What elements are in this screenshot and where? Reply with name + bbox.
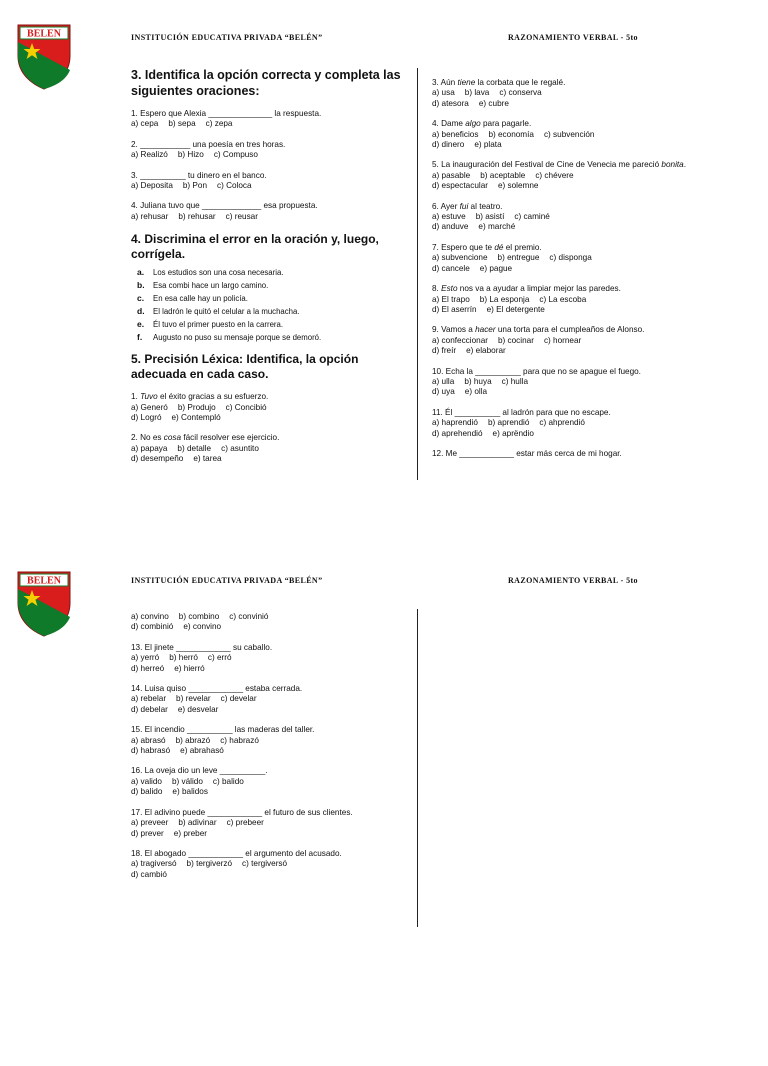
section-5-title: 5. Precisión Léxica: Identifica, la opción adecuada en cada caso. xyxy=(131,352,359,382)
answer-option: d) debelar xyxy=(131,704,168,714)
answer-option: b) aprendió xyxy=(487,418,530,428)
answer-option: d) uya xyxy=(432,387,455,397)
question-stem xyxy=(432,367,702,377)
question-item xyxy=(432,119,702,150)
answer-option: a) valido xyxy=(131,776,162,786)
question-item xyxy=(131,612,403,633)
answer-option: c) subvención xyxy=(543,129,595,139)
question-stem: 13. El jinete ____________ su caballo. xyxy=(131,642,273,652)
answer-option: e) pague xyxy=(479,263,513,273)
answer-option: c) zepa xyxy=(205,119,233,129)
answer-option: b) economía xyxy=(488,129,534,139)
question-stem xyxy=(432,160,702,170)
section-4-title: 4. Discrimina el error en la oración y, luego, corrígela. xyxy=(131,232,379,262)
error-sentence xyxy=(137,305,403,318)
question-text: 6. Ayer xyxy=(432,201,460,211)
answer-option: b) Pon xyxy=(182,181,207,191)
answer-option: d) desempeño xyxy=(131,454,184,464)
question-number: 2. No es xyxy=(131,433,164,443)
question-text: 10. Echa la __________ para que no se apague el fuego. xyxy=(432,366,641,376)
answer-option: b) asistí xyxy=(475,212,505,222)
answer-options xyxy=(131,870,403,880)
question-stem xyxy=(432,119,702,129)
section-3-title: 3. Identifica la opción correcta y completa las siguientes oraciones: xyxy=(131,68,401,98)
question-stem xyxy=(432,325,702,335)
answer-option: d) aprehendió xyxy=(432,428,483,438)
answer-options xyxy=(131,413,403,423)
answer-option: e) balidos xyxy=(172,787,208,797)
question-item xyxy=(432,284,702,315)
answer-option: c) tergiversó xyxy=(242,859,288,869)
answer-options xyxy=(131,746,403,756)
question-item xyxy=(432,202,702,233)
answer-options xyxy=(131,777,403,787)
answer-options xyxy=(131,736,403,746)
error-sentence xyxy=(137,318,403,331)
answer-options xyxy=(432,264,702,274)
column-divider xyxy=(417,68,418,480)
highlighted-word: algo xyxy=(465,119,481,129)
answer-option: c) Compuso xyxy=(213,150,258,160)
answer-option: c) hulla xyxy=(501,376,529,386)
error-sentence xyxy=(137,292,403,305)
question-stem: 17. El adivino puede ____________ el futuro de sus clientes. xyxy=(131,807,353,817)
answer-options xyxy=(432,181,702,191)
subject-label: RAZONAMIENTO VERBAL - 5to xyxy=(508,33,638,42)
logo-text: BELEN xyxy=(27,575,61,587)
answer-option: c) La escoba xyxy=(539,294,587,304)
answer-option: a) cepa xyxy=(131,119,159,129)
answer-options xyxy=(432,387,702,397)
sentence-text: En esa calle hay un policía. xyxy=(153,294,248,304)
question-text: una torta para el cumpleaños de Alonso. xyxy=(495,325,645,335)
question-item xyxy=(131,849,403,880)
answer-option: c) erró xyxy=(207,653,232,663)
answer-option: d) Logró xyxy=(131,413,162,423)
answer-options xyxy=(432,130,702,140)
answer-options xyxy=(131,150,403,160)
question-item xyxy=(131,109,403,130)
answer-option: b) tergiverzó xyxy=(186,859,233,869)
error-sentence xyxy=(137,266,403,279)
answer-option: c) convinió xyxy=(229,612,269,621)
question-text: 7. Espero que te xyxy=(432,242,495,252)
answer-option: b) entregue xyxy=(497,253,540,263)
question-stem xyxy=(432,202,702,212)
answer-option: e) solemne xyxy=(497,181,539,191)
answer-options xyxy=(131,403,403,413)
question-item xyxy=(131,684,403,715)
question-item xyxy=(131,433,403,464)
question-text: 3. Aún xyxy=(432,78,458,87)
column-divider xyxy=(417,609,418,927)
answer-options xyxy=(432,212,702,222)
question-item xyxy=(131,171,403,192)
answer-options xyxy=(131,622,403,632)
sentence-text: El ladrón le quitó el celular a la muchacha. xyxy=(153,307,300,317)
question-text: 11. Él __________ al ladrón para que no escape. xyxy=(432,407,611,417)
answer-option: d) combinió xyxy=(131,622,174,632)
answer-option: a) confeccionar xyxy=(432,335,488,345)
answer-options xyxy=(432,429,702,439)
answer-option: c) conserva xyxy=(499,88,542,98)
answer-option: a) Deposita xyxy=(131,181,173,191)
answer-option: b) revelar xyxy=(176,694,211,704)
worksheet-page-2 xyxy=(0,566,768,1066)
highlighted-word: bonita xyxy=(661,160,684,170)
answer-option: d) espectacular xyxy=(432,181,488,191)
answer-option: d) cambió xyxy=(131,869,167,879)
sentence-text: Augusto no puso su mensaje porque se demoró. xyxy=(153,333,322,343)
answer-option: c) Coloca xyxy=(217,181,252,191)
question-item xyxy=(432,325,702,356)
answer-option: a) subvencione xyxy=(432,253,488,263)
answer-options xyxy=(131,829,403,839)
question-text: 4. Dame xyxy=(432,119,466,129)
question-text: para pagarle. xyxy=(480,119,532,129)
answer-option: d) anduve xyxy=(432,222,469,232)
answer-option: d) freír xyxy=(432,346,457,356)
answer-options xyxy=(432,295,702,305)
answer-option: c) prebeer xyxy=(226,818,264,828)
question-stem xyxy=(432,408,702,418)
answer-option: b) aceptable xyxy=(480,170,526,180)
answer-options xyxy=(131,454,403,464)
answer-option: d) habrasó xyxy=(131,746,171,756)
answer-option: e) preber xyxy=(173,828,207,838)
question-item xyxy=(432,78,702,109)
answer-option: a) yerró xyxy=(131,653,160,663)
question-item xyxy=(432,367,702,398)
answer-option: c) disponga xyxy=(549,253,592,263)
answer-option: e) El detergente xyxy=(486,304,545,314)
answer-option: a) beneficios xyxy=(432,129,479,139)
answer-option: d) El aserrín xyxy=(432,304,477,314)
answer-options xyxy=(131,212,403,222)
question-stem: 4. Juliana tuvo que _____________ esa propuesta. xyxy=(131,201,318,211)
answer-options xyxy=(131,787,403,797)
answer-option: e) plata xyxy=(474,140,502,150)
sentence-letter: f. xyxy=(137,332,143,343)
answer-options xyxy=(131,818,403,828)
answer-option: b) abrazó xyxy=(175,735,211,745)
answer-option: e) olla xyxy=(464,387,488,397)
question-item xyxy=(131,766,403,797)
answer-option: c) reusar xyxy=(225,211,258,221)
answer-option: b) cocinar xyxy=(497,335,534,345)
school-name: INSTITUCIÓN EDUCATIVA PRIVADA “BELÉN” xyxy=(131,33,323,42)
answer-option: b) rehusar xyxy=(178,211,216,221)
question-item xyxy=(432,449,702,459)
sentence-text: Esa combi hace un largo camino. xyxy=(153,281,269,291)
answer-option: d) herreó xyxy=(131,663,165,673)
answer-option: a) papaya xyxy=(131,443,168,453)
question-item xyxy=(131,808,403,839)
answer-option: d) prever xyxy=(131,828,164,838)
answer-option: d) dinero xyxy=(432,140,465,150)
highlighted-word: dé xyxy=(494,242,504,252)
highlighted-word: tiene xyxy=(457,78,476,87)
highlighted-word: cosa xyxy=(163,433,182,443)
answer-options xyxy=(432,140,702,150)
question-item xyxy=(131,140,403,161)
answer-option: e) tarea xyxy=(193,454,222,464)
answer-option: c) asuntito xyxy=(221,443,259,453)
sentence-text: Los estudios son una cosa necesaria. xyxy=(153,268,284,278)
answer-option: a) tragiversó xyxy=(131,859,177,869)
belen-shield-logo xyxy=(16,22,72,90)
answer-option: a) rehusar xyxy=(131,211,169,221)
answer-options xyxy=(432,222,702,232)
right-column xyxy=(432,78,702,469)
question-text: el premio. xyxy=(503,242,542,252)
question-stem xyxy=(432,78,702,88)
question-text: 9. Vamos a xyxy=(432,325,476,335)
error-sentence xyxy=(137,279,403,292)
question-item xyxy=(432,243,702,274)
sentence-letter: b. xyxy=(137,280,145,291)
answer-option: d) cancele xyxy=(432,263,470,273)
answer-options xyxy=(432,336,702,346)
answer-option: a) Realizó xyxy=(131,150,168,160)
question-stem xyxy=(131,392,403,402)
question-stem: 1. Espero que Alexia ______________ la respuesta. xyxy=(131,109,322,118)
sentence-letter: c. xyxy=(137,293,145,304)
answer-option: c) chévere xyxy=(535,170,574,180)
answer-option: a) haprendió xyxy=(432,418,478,428)
question-item xyxy=(432,408,702,439)
answer-option: c) develar xyxy=(220,694,257,704)
answer-option: b) válido xyxy=(171,776,203,786)
question-item xyxy=(131,201,403,222)
question-stem: 16. La oveja dio un leve __________. xyxy=(131,766,268,776)
answer-option: a) pasable xyxy=(432,170,471,180)
answer-option: d) atesora xyxy=(432,98,469,108)
answer-option: a) usa xyxy=(432,88,455,98)
answer-option: a) ulla xyxy=(432,376,455,386)
answer-option: a) Generó xyxy=(131,402,168,412)
answer-option: b) Hizo xyxy=(177,150,204,160)
answer-options xyxy=(131,694,403,704)
error-sentence xyxy=(137,331,403,344)
section-3-questions xyxy=(131,109,403,222)
question-text: nos va a ayudar a limpiar mejor las paredes. xyxy=(457,284,621,294)
answer-option: b) sepa xyxy=(168,119,196,129)
answer-option: c) hornear xyxy=(543,335,582,345)
sentence-letter: e. xyxy=(137,319,145,330)
answer-option: b) detalle xyxy=(177,443,212,453)
question-stem xyxy=(432,449,702,459)
answer-option: b) herró xyxy=(169,653,198,663)
answer-option: b) huya xyxy=(464,376,492,386)
answer-option: b) Produjo xyxy=(177,402,216,412)
answer-option: b) lava xyxy=(464,88,490,98)
answer-options xyxy=(131,444,403,454)
question-text: 5. La inauguración del Festival de Cine de Venecia me pareció xyxy=(432,160,662,170)
question-item xyxy=(131,392,403,423)
left-column xyxy=(131,68,403,475)
answer-option: c) caminé xyxy=(514,212,550,222)
answer-option: c) habrazó xyxy=(220,735,259,745)
sentence-text: Él tuvo el primer puesto en la carrera. xyxy=(153,320,284,330)
answer-option: b) combino xyxy=(178,612,220,621)
answer-options xyxy=(131,119,403,129)
question-stem: 15. El incendio __________ las maderas del taller. xyxy=(131,725,315,735)
question-stem: 14. Luisa quiso ____________ estaba cerrada. xyxy=(131,684,303,694)
answer-options xyxy=(432,305,702,315)
answer-options xyxy=(131,664,403,674)
answer-option: c) Concibió xyxy=(225,402,267,412)
question-stem xyxy=(432,284,702,294)
question-text: 8. xyxy=(432,284,442,294)
section-4-sentences xyxy=(137,266,403,344)
highlighted-word: Esto xyxy=(441,284,458,294)
answer-options xyxy=(432,99,702,109)
page-2-left-column xyxy=(131,612,403,890)
answer-option: e) abrahasó xyxy=(180,746,224,756)
answer-options xyxy=(131,705,403,715)
answer-option: a) abrasó xyxy=(131,735,166,745)
answer-options xyxy=(432,171,702,181)
answer-options xyxy=(131,181,403,191)
sentence-letter: a. xyxy=(137,267,145,278)
answer-option: e) marché xyxy=(478,222,516,232)
highlighted-word: fui xyxy=(459,201,469,211)
question-stem xyxy=(432,243,702,253)
answer-option: c) ahprendió xyxy=(539,418,585,428)
highlighted-word: Tuvo xyxy=(140,392,158,402)
question-text: 12. Me ____________ estar más cerca de mi hogar. xyxy=(432,448,622,458)
section-5-questions xyxy=(131,392,403,464)
answer-option: b) La esponja xyxy=(479,294,530,304)
highlighted-word: hacer xyxy=(475,325,496,335)
answer-options xyxy=(131,653,403,663)
answer-option: e) aprëndio xyxy=(492,428,534,438)
question-item xyxy=(432,160,702,191)
question-item xyxy=(131,725,403,756)
answer-option: e) hierró xyxy=(174,663,205,673)
answer-option: e) elaborar xyxy=(466,346,506,356)
question-item xyxy=(131,643,403,674)
question-stem: 2. ___________ una poesía en tres horas. xyxy=(131,139,286,149)
question-text: la corbata que le regalé. xyxy=(475,78,566,87)
answer-option: e) convino xyxy=(183,622,222,632)
school-name: INSTITUCIÓN EDUCATIVA PRIVADA “BELÉN” xyxy=(131,576,323,585)
question-text: . xyxy=(683,160,686,170)
answer-options xyxy=(432,377,702,387)
answer-options xyxy=(432,418,702,428)
answer-options xyxy=(131,859,403,869)
question-stem: 3. __________ tu dinero en el banco. xyxy=(131,170,267,180)
answer-options xyxy=(432,346,702,356)
logo-text: BELEN xyxy=(27,28,61,40)
question-number: 1. xyxy=(131,392,141,402)
answer-option: a) preveer xyxy=(131,818,169,828)
answer-options xyxy=(432,253,702,263)
answer-option: e) desvelar xyxy=(177,704,219,714)
answer-option: d) balido xyxy=(131,787,163,797)
answer-option: a) estuve xyxy=(432,212,466,222)
answer-options xyxy=(432,88,702,98)
answer-option: a) El trapo xyxy=(432,294,470,304)
answer-option: a) rebelar xyxy=(131,694,167,704)
answer-option: e) cubre xyxy=(478,98,509,108)
question-stem xyxy=(131,433,403,443)
answer-option: b) adivinar xyxy=(178,818,217,828)
question-text: el éxito gracias a su esfuerzo. xyxy=(157,392,269,402)
belen-shield-logo xyxy=(16,569,72,637)
subject-label: RAZONAMIENTO VERBAL - 5to xyxy=(508,576,638,585)
answer-option: e) Contempló xyxy=(171,413,221,423)
question-text: fácil resolver ese ejercicio. xyxy=(181,433,280,443)
answer-options xyxy=(131,612,403,622)
question-text: al teatro. xyxy=(468,201,503,211)
answer-option: c) balido xyxy=(212,776,244,786)
answer-option: a) convino xyxy=(131,612,169,621)
sentence-letter: d. xyxy=(137,306,145,317)
worksheet-page-1 xyxy=(0,0,768,500)
question-stem: 18. El abogado ____________ el argumento del acusado. xyxy=(131,848,342,858)
